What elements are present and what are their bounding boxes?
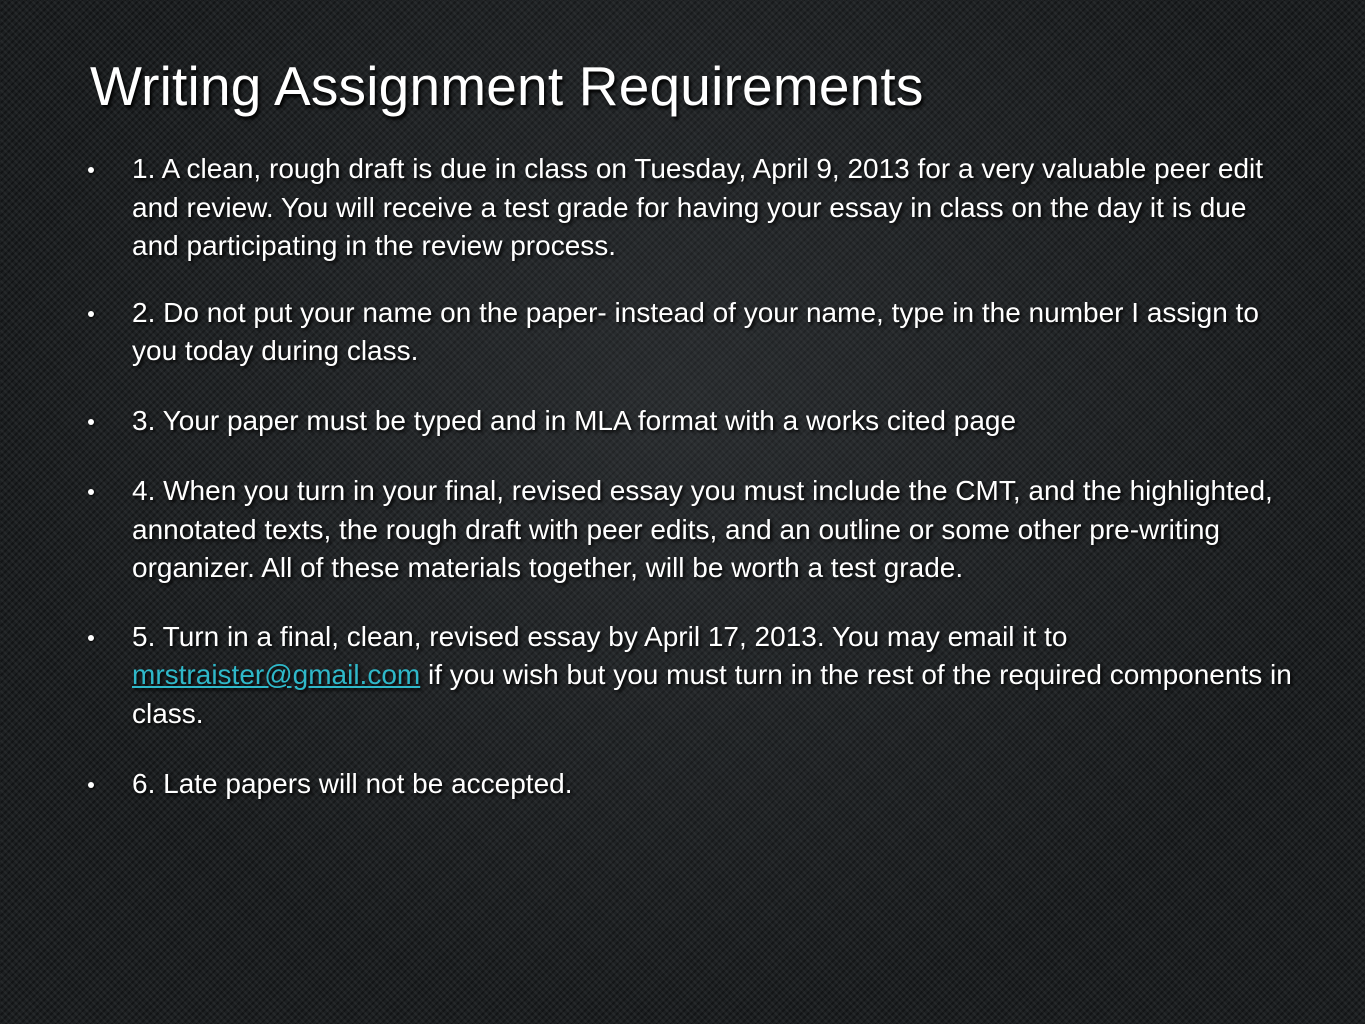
requirement-item-1 bbox=[88, 150, 1298, 266]
requirement-text-5-before: 5. Turn in a final, clean, revised essay by April 17, 2013. You may email it to bbox=[132, 620, 1068, 652]
bullet-icon bbox=[88, 419, 94, 425]
slide-title: Writing Assignment Requirements bbox=[90, 55, 924, 117]
requirement-text-2: 2. Do not put your name on the paper- instead of your name, type in the number I assign to you today during class. bbox=[132, 296, 1259, 366]
email-link[interactable]: mrstraister@gmail.com bbox=[132, 659, 421, 690]
requirement-text-4: 4. When you turn in your final, revised essay you must include the CMT, and the highlighted, annotated texts, the rough draft with peer edits, and an outline or some other pre-writing organizer. All of these materials together, will be worth a test grade. bbox=[132, 475, 1273, 583]
requirement-item-4 bbox=[88, 472, 1298, 588]
requirement-text-3: 3. Your paper must be typed and in MLA format with a works cited page bbox=[132, 404, 1017, 436]
requirement-item-2 bbox=[88, 294, 1298, 371]
requirement-item-3 bbox=[88, 402, 1298, 441]
bullet-icon bbox=[88, 167, 94, 173]
bullet-icon bbox=[88, 311, 94, 317]
requirement-item-5 bbox=[88, 618, 1298, 734]
requirement-text-1: 1. A clean, rough draft is due in class on Tuesday, April 9, 2013 for a very valuable peer edit and review. You will receive a test grade for having your essay in class on the day it is due and participating in the review process. bbox=[132, 153, 1264, 261]
bullet-icon bbox=[88, 489, 94, 495]
requirement-text-6: 6. Late papers will not be accepted. bbox=[132, 768, 573, 799]
requirements-list bbox=[88, 150, 1298, 804]
requirement-item-6 bbox=[88, 765, 1298, 804]
bullet-icon bbox=[88, 782, 94, 788]
requirement-text-5-after: if you wish but you must turn in the rest of the required components in class. bbox=[132, 659, 1292, 729]
bullet-icon bbox=[88, 635, 94, 641]
